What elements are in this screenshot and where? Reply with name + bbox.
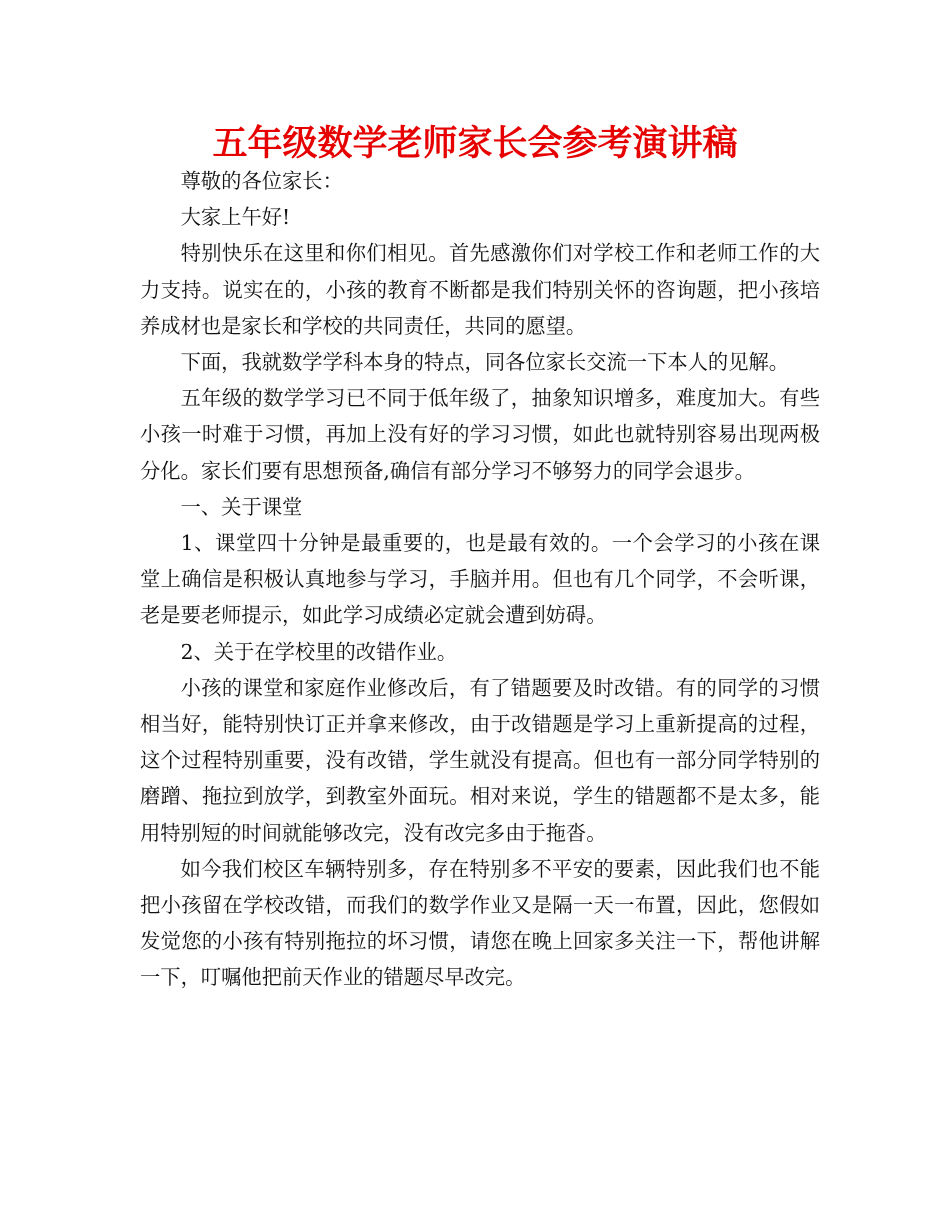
salutation: 尊敬的各位家长：	[180, 169, 343, 193]
greeting: 大家上午好!	[180, 205, 291, 230]
document-body	[140, 163, 820, 996]
document-title: 五年级数学老师家长会参考演讲稿	[212, 124, 738, 164]
paragraph-point-2: 2、关于在学校里的改错作业。	[180, 639, 458, 664]
paragraph-topic: 下面，我就数学学科本身的特点，同各位家长交流一下本人的见解。	[180, 350, 790, 375]
paragraph-safety: 如今我们校区车辆特别多，存在特别多不平安的要素，因此我们也不能把小孩留在学校改错，而我们的数学作业又是隔一天一布置，因此，您假如发觉您的小孩有特别拖拉的坏习惯，请您在晚上回家多关注一下，帮他讲解一下，叮嘱他把前天作业的错题尽早改完。	[140, 856, 820, 990]
paragraph-corrections: 小孩的课堂和家庭作业修改后，有了错题要及时改错。有的同学的习惯相当好，能特别快订正并拿来修改，由于改错题是学习上重新提高的过程，这个过程特别重要，没有改错，学生就没有提高。但也有一部分同学特别的磨蹭、拖拉到放学，到教室外面玩。相对来说，学生的错题都不是太多，能用特别短的时间就能够改完，没有改完多由于拖沓。	[140, 675, 820, 845]
section-heading-classroom: 一、关于课堂	[180, 494, 303, 519]
paragraph-intro: 特别快乐在这里和你们相见。首先感激你们对学校工作和老师工作的大力支持。说实在的，小孩的教育不断都是我们特别关怀的咨询题，把小孩培养成材也是家长和学校的共同责任，共同的愿望。	[140, 241, 820, 338]
paragraph-grade-five: 五年级的数学学习已不同于低年级了，抽象知识增多，难度加大。有些小孩一时难于习惯，再加上没有好的学习习惯，如此也就特别容易出现两极分化。家长们要有思想预备,确信有部分学习不够努力的同学会退步。	[140, 386, 820, 483]
paragraph-point-1: 1、课堂四十分钟是最重要的，也是最有效的。一个会学习的小孩在课堂上确信是积极认真地参与学习，手脑并用。但也有几个同学，不会听课，老是要老师提示，如此学习成绩必定就会遭到妨碍。	[140, 531, 820, 628]
